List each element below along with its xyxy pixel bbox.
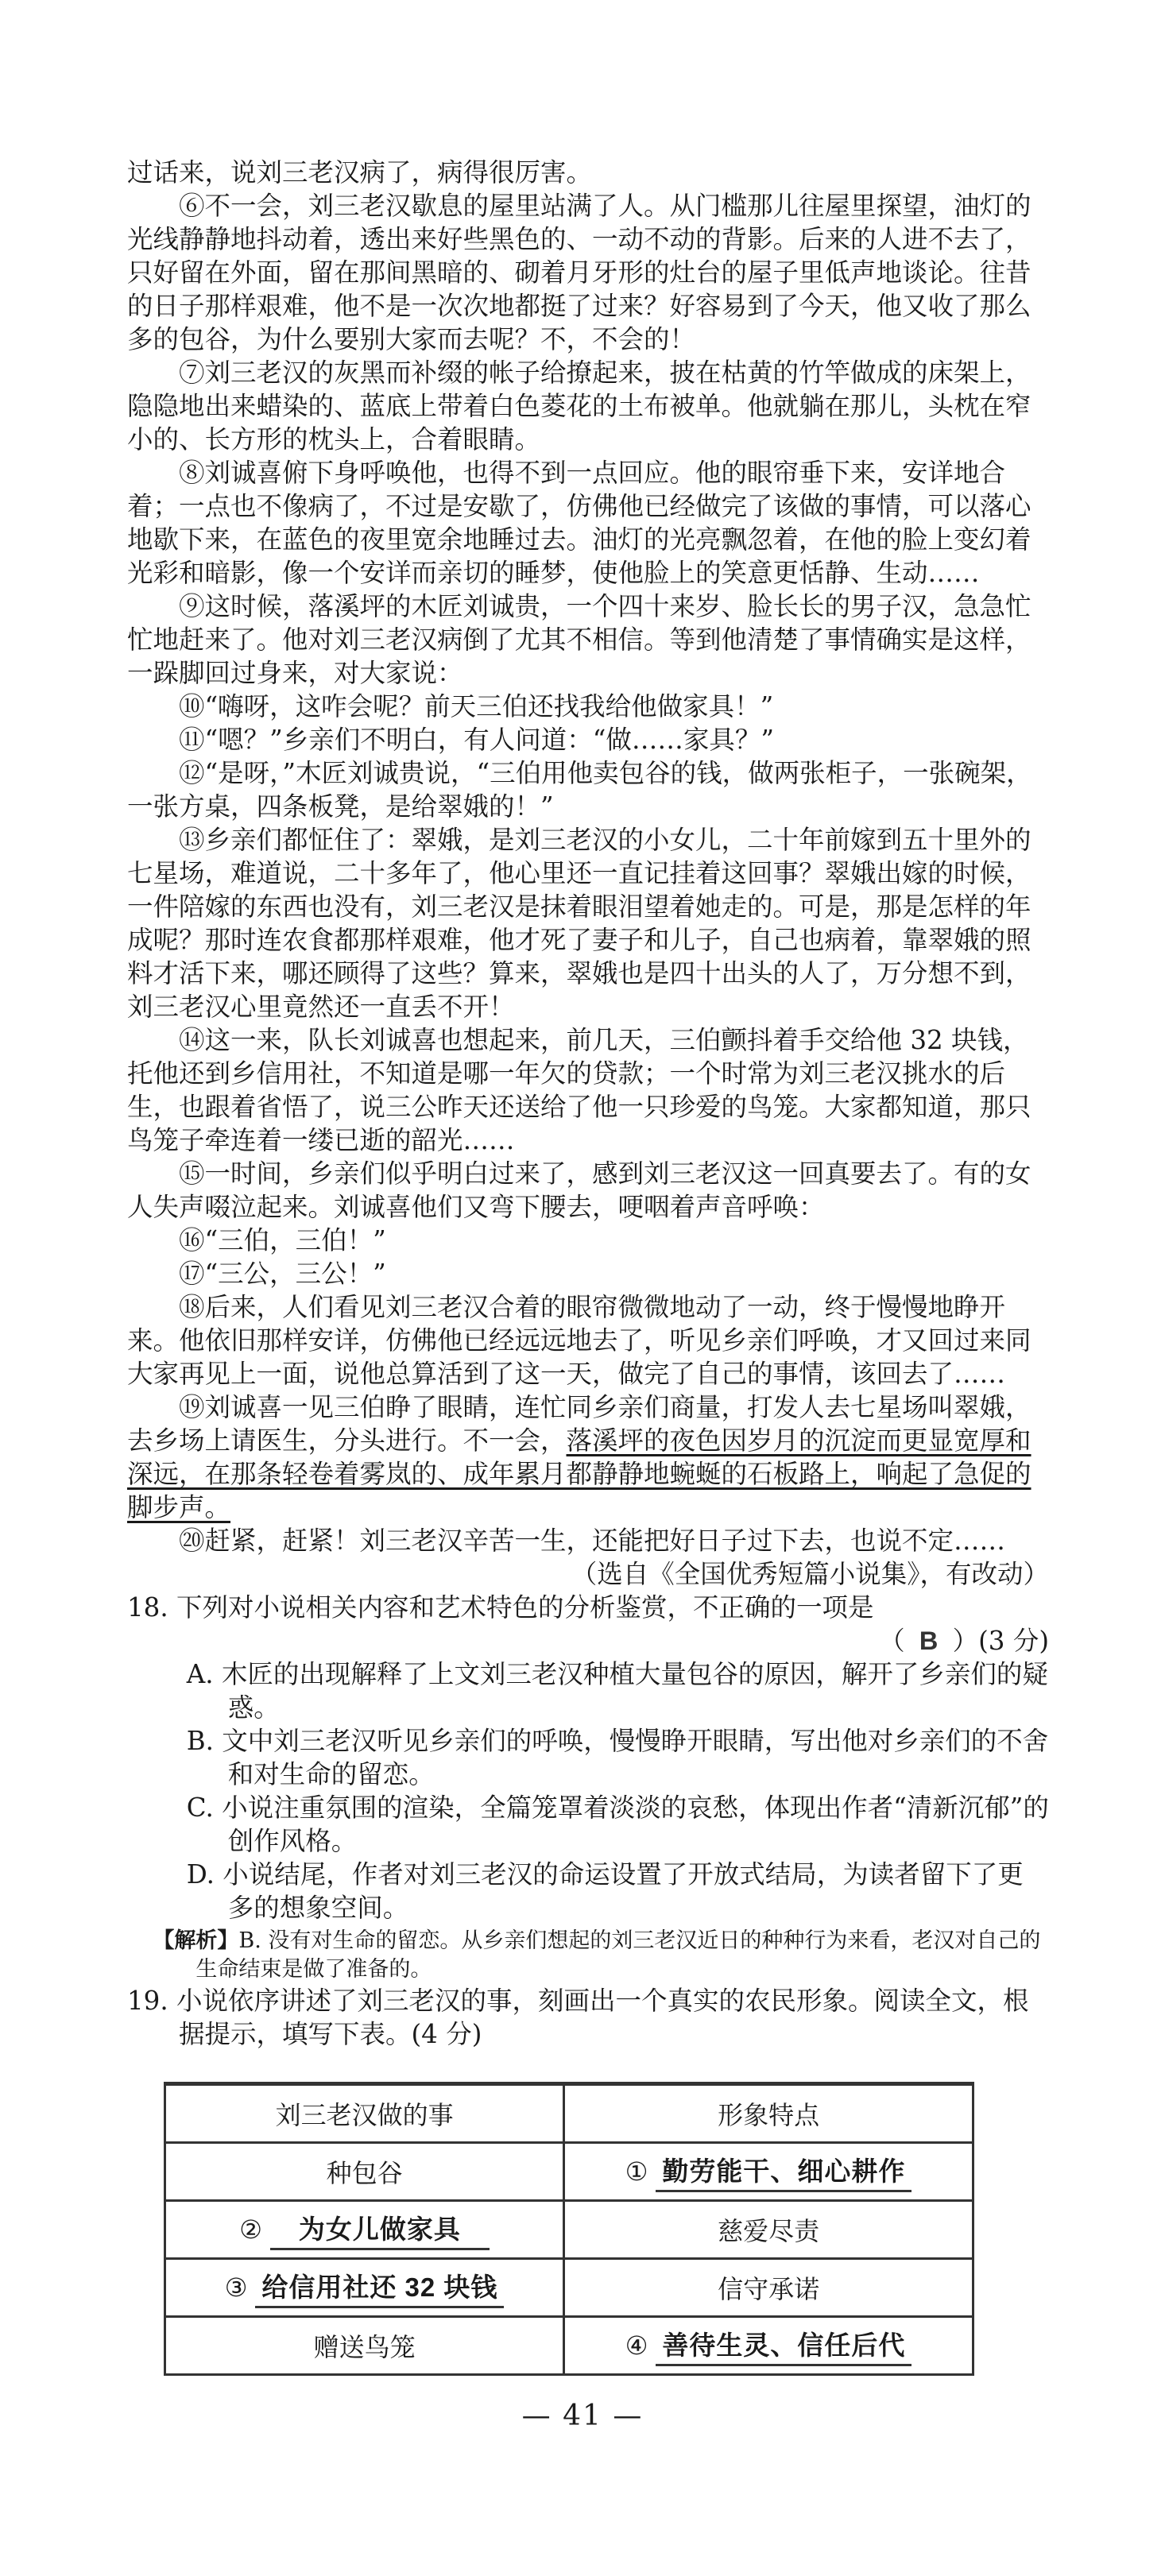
paragraph-15: ⑮一时间，乡亲们似乎明白过来了，感到刘三老汉这一回真要去了。有的女人失声啜泣起来。刘诚喜他们又弯下腰去，哽咽着声音呼唤：: [127, 1158, 1031, 1222]
blank-number: ①: [625, 2156, 648, 2187]
bracket-close-score: ）(3 分): [952, 1626, 1049, 1656]
paragraph-8: ⑧刘诚喜俯下身呼唤他，也得不到一点回应。他的眼帘垂下来，安详地合着；一点也不像病了，不过是安歇了，仿佛他已经做完了该做的事情，可以落心地歇下来，在蓝色的夜里宽余地睡过去。油灯的光亮飘忽着，在他的脸上变幻着光彩和暗影，像一个安详而亲切的睡梦，使他脸上的笑意更恬静、生动……: [127, 458, 1031, 588]
trait-cell: [564, 2317, 973, 2375]
paragraph-10: ⑩“嗨呀，这咋会呢？前天三伯还找我给他做家具！”: [179, 691, 774, 721]
paragraph-6: ⑥不一会，刘三老汉歇息的屋里站满了人。从门槛那儿往屋里探望，油灯的光线静静地抖动着，透出来好些黑色的、一动不动的背影。后来的人进不去了，只好留在外面，留在那间黑暗的、砌着月牙形的灶台的屋子里低声地谈论。往昔的日子那样艰难，他不是一次次地都挺了过来？好容易到了今天，他又收了那么多的包谷，为什么要别大家而去呢？不，不会的！: [127, 191, 1031, 354]
answer-table: [164, 2082, 974, 2376]
paragraph-16: ⑯“三伯，三伯！”: [179, 1225, 386, 1255]
event-cell: 种包谷: [165, 2143, 564, 2201]
question-19-stem: 19. 小说依序讲述了刘三老汉的事，刻画出一个真实的农民形象。阅读全文，根据提示，填写下表。(4 分): [127, 1986, 1029, 2049]
answer-mark: B: [919, 1626, 939, 1655]
paragraph-7: ⑦刘三老汉的灰黑而补缀的帐子给撩起来，披在枯黄的竹竿做成的床架上，隐隐地出来蜡染的、蓝底上带着白色菱花的土布被单。他就躺在那儿，头枕在窄小的、长方形的枕头上，合着眼睛。: [127, 358, 1031, 454]
bracket-open: （: [879, 1626, 905, 1656]
paragraph-14: ⑭这一来，队长刘诚喜也想起来，前几天，三伯颤抖着手交给他 32 块钱，托他还到乡信用社，不知道是哪一年欠的贷款；一个时常为刘三老汉挑水的后生，也跟着省悟了，说三公昨天还送给了他一只珍爱的鸟笼。大家都知道，那只鸟笼子牵连着一缕已逝的韶光……: [127, 1025, 1031, 1155]
filled-answer: 为女儿做家具: [270, 2209, 490, 2250]
question-18-answer-row: [127, 1624, 1049, 1657]
paragraph-13: ⑬乡亲们都怔住了：翠娥，是刘三老汉的小女儿，二十年前嫁到五十里外的七星场，难道说，二十多年了，他心里还一直记挂着这回事？翠娥出嫁的时候，一件陪嫁的东西也没有，刘三老汉是抹着眼泪望着她走的。可是，那是怎样的年成呢？那时连农食都那样艰难，他才死了妻子和儿子，自己也病着，靠翠娥的照料才活下来，哪还顾得了这些？算来，翠娥也是四十出头的人了，万分想不到，刘三老汉心里竟然还一直丢不开！: [127, 825, 1031, 1022]
option-a: A. 木匠的出现解释了上文刘三老汉种植大量包谷的原因，解开了乡亲们的疑惑。: [186, 1659, 1048, 1723]
analysis: [153, 1926, 1049, 1984]
table-row: [165, 2201, 973, 2259]
event-cell: [165, 2201, 564, 2259]
table-header-row: [165, 2084, 973, 2143]
story-text: [127, 156, 1049, 2051]
paragraph-17: ⑰“三公，三公！”: [179, 1259, 386, 1289]
paragraph-19: [127, 1390, 1049, 1524]
source-citation: （选自《全国优秀短篇小说集》，有改动）: [571, 1559, 1049, 1589]
filled-answer: 给信用社还 32 块钱: [255, 2267, 504, 2308]
trait-cell: 信守承诺: [564, 2259, 973, 2317]
paragraph-12: ⑫“是呀，”木匠刘诚贵说，“三伯用他卖包谷的钱，做两张柜子，一张碗架，一张方桌，四条板凳，是给翠娥的！”: [127, 758, 1032, 822]
paragraph-11: ⑪“嗯？”乡亲们不明白，有人问道：“做……家具？”: [179, 725, 774, 755]
underlined-sentence: 落溪坪的夜色因岁月的沉淀而更显宽厚和深远，在那条轻卷着雾岚的、成年累月都静静地蜿蜒的石板路上，响起了急促的脚步声。: [127, 1425, 1031, 1522]
blank-number: ②: [239, 2214, 262, 2245]
blank-number: ③: [224, 2272, 248, 2303]
paragraph-9: ⑨这时候，落溪坪的木匠刘诚贵，一个四十来岁、脸长长的男子汉，急急忙忙地赶来了。他对刘三老汉病倒了尤其不相信。等到他清楚了事情确实是这样，一跺脚回过身来，对大家说：: [127, 591, 1031, 688]
trait-cell: [564, 2143, 973, 2201]
table-row: [165, 2259, 973, 2317]
paragraph-19-text: ⑲刘诚喜一见三伯睁了眼睛，连忙同乡亲们商量，打发人去七星场叫翠娥，去乡场上请医生，分头进行。不一会，: [127, 1392, 1031, 1456]
header-events: 刘三老汉做的事: [165, 2084, 564, 2143]
event-cell: 赠送鸟笼: [165, 2317, 564, 2375]
paragraph-5-end: 过话来，说刘三老汉病了，病得很厉害。: [127, 157, 593, 188]
analysis-label: 【解析】: [153, 1928, 239, 1952]
paragraph-18: ⑱后来，人们看见刘三老汉合着的眼帘微微地动了一动，终于慢慢地睁开来。他依旧那样安详，仿佛他已经远远地去了，听见乡亲们呼唤，才又回过来同大家再见上一面，说他总算活到了这一天，做完了自己的事情，该回去了……: [127, 1292, 1031, 1389]
option-c: C. 小说注重氛围的渲染，全篇笼罩着淡淡的哀愁，体现出作者“清新沉郁”的创作风格。: [186, 1793, 1049, 1856]
filled-answer: 善待生灵、信任后代: [656, 2325, 911, 2366]
question-18-stem: 18. 下列对小说相关内容和艺术特色的分析鉴赏，不正确的一项是: [127, 1592, 874, 1623]
event-cell: [165, 2259, 564, 2317]
filled-answer: 勤劳能干、细心耕作: [656, 2151, 911, 2192]
analysis-text: B. 没有对生命的留恋。从乡亲们想起的刘三老汉近日的种种行为来看，老汉对自己的生命结束是做了准备的。: [195, 1928, 1041, 1982]
blank-number: ④: [625, 2330, 648, 2361]
paragraph-20: ⑳赶紧，赶紧！刘三老汉辛苦一生，还能把好日子过下去，也说不定……: [179, 1526, 1006, 1556]
table-row: [165, 2143, 973, 2201]
trait-cell: 慈爱尽责: [564, 2201, 973, 2259]
option-b: B. 文中刘三老汉听见乡亲们的呼唤，慢慢睁开眼睛，写出他对乡亲们的不舍和对生命的留恋。: [186, 1726, 1049, 1789]
header-traits: 形象特点: [564, 2084, 973, 2143]
table-row: [165, 2317, 973, 2375]
page-number: — 41 —: [521, 2400, 644, 2432]
option-d: D. 小说结尾，作者对刘三老汉的命运设置了开放式结局，为读者留下了更多的想象空间。: [186, 1859, 1024, 1923]
